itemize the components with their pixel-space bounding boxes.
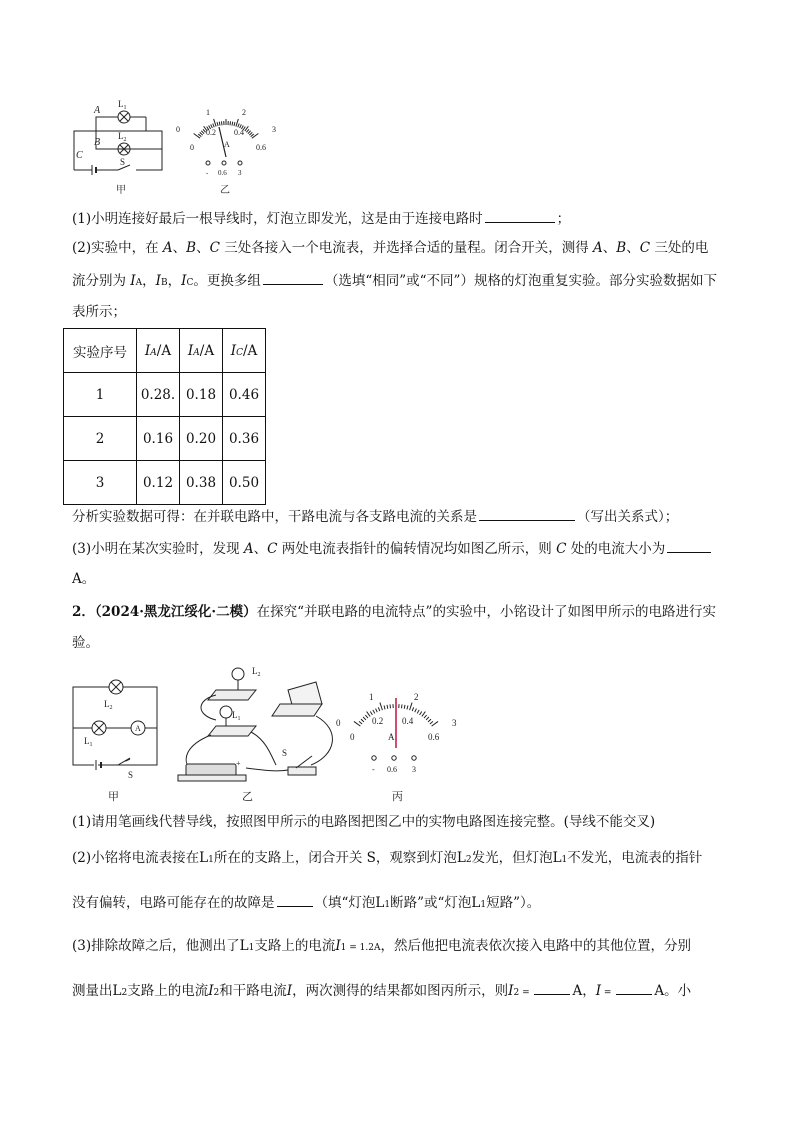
table-header-row: 实验序号 IA/A IA/A IC/A	[64, 329, 266, 373]
dial-tick	[246, 129, 249, 132]
dial-tick	[201, 131, 204, 134]
dial-tick	[380, 703, 382, 711]
caption-yi-1: 乙	[220, 185, 230, 196]
svg-text:2: 2	[414, 692, 419, 702]
dial-tick	[361, 719, 364, 722]
dial-tick	[428, 719, 431, 722]
dial-tick	[234, 122, 235, 126]
dial-tick	[404, 705, 405, 709]
answer-blank-7[interactable]	[616, 980, 652, 995]
dial-tick	[238, 124, 239, 128]
q1-analysis: 分析实验数据可得：在并联电路中，干路电流与各支路电流的关系是 （写出关系式）；	[72, 506, 732, 527]
q1-part2-line3: 表所示；	[72, 304, 126, 320]
svg-text:S: S	[128, 770, 134, 780]
q1-part2-line2: 流分别为 IA，IB，IC。更换多组 （选填“相同”或“不同”）规格的灯泡重复实验。部分实验数据如下	[72, 270, 732, 293]
table-row: 1 0.28. 0.18 0.46	[64, 373, 266, 417]
dial-tick	[410, 703, 412, 711]
dial-tick	[367, 712, 371, 717]
caption-yi-2: 乙	[242, 791, 253, 803]
dial-tick	[359, 721, 362, 724]
svg-text:L2: $L_2$	[118, 131, 127, 143]
q1-part1: (1)小明连接好最后一根导线时，灯泡立即发光，这是由于连接电路时 ；	[72, 208, 732, 229]
svg-text:1: 1	[369, 692, 374, 702]
dial-tick	[420, 711, 422, 714]
svg-text:A: A	[224, 140, 230, 149]
dial-tick	[370, 711, 372, 714]
answer-blank-4[interactable]	[667, 538, 711, 553]
dial-tick	[200, 132, 203, 135]
bulb-l2-icon	[232, 668, 244, 680]
svg-text:2: 2	[242, 108, 246, 117]
table-row: 3 0.12 0.38 0.50	[64, 461, 266, 505]
dial-tick	[249, 132, 252, 135]
answer-blank-3[interactable]	[479, 506, 575, 521]
label-c: C	[76, 150, 83, 161]
svg-text:L2: $L_2$	[104, 699, 113, 711]
caption-jia-1: 甲	[116, 185, 126, 196]
dial-tick	[365, 715, 368, 718]
svg-text:A: A	[388, 732, 395, 742]
svg-text:0: 0	[336, 718, 341, 728]
answer-blank-5[interactable]	[277, 892, 313, 907]
dial-tick	[422, 712, 426, 717]
svg-text:L1: $L_1$	[232, 710, 241, 722]
svg-text:3: 3	[272, 125, 276, 134]
q2-intro-line1: 2．（2024·黑龙江绥化·二模）在探究“并联电路的电流特点”的实验中，小铭设计了如图甲所示的电路进行实	[72, 604, 716, 620]
dial-tick	[217, 122, 218, 126]
svg-text:0.6: 0.6	[428, 732, 440, 742]
svg-text:A: A	[135, 724, 141, 733]
svg-text:-: -	[206, 169, 209, 177]
svg-text:L1: $L_1$	[84, 736, 93, 748]
physical-circuit	[178, 668, 332, 781]
answer-blank-6[interactable]	[534, 980, 570, 995]
dial-tick	[219, 122, 220, 126]
caption-jia-2: 甲	[108, 791, 119, 803]
caption-bing: 丙	[392, 791, 403, 803]
svg-text:0: 0	[350, 732, 355, 742]
svg-text:0: 0	[176, 125, 180, 134]
svg-text:-: -	[372, 765, 375, 774]
figure-1	[66, 95, 296, 205]
dial-tick	[424, 715, 427, 718]
dial-tick	[251, 134, 254, 137]
answer-blank-2[interactable]	[263, 270, 323, 285]
answer-blank-1[interactable]	[485, 208, 555, 223]
figure-2	[66, 660, 486, 805]
dial-tick	[198, 134, 201, 137]
q2-intro-line2: 验。	[72, 635, 99, 651]
q2-part2-line1: (2)小铭将电流表接在L1所在的支路上，闭合开关 S，观察到灯泡L2发光，但灯泡L1不发光，电流表的指针	[72, 850, 703, 866]
svg-text:0.4: 0.4	[402, 716, 414, 726]
svg-text:S: S	[282, 748, 288, 758]
svg-text:0.6: 0.6	[387, 765, 397, 774]
circuit-diagram-2	[73, 680, 157, 770]
dial-tick	[430, 721, 433, 724]
q2-part1: (1)请用笔画线代替导线，按照图甲所示的电路图把图乙中的实物电路图连接完整。(导线不能交叉)	[72, 814, 656, 830]
svg-text:3: 3	[452, 718, 457, 728]
bulb-l1-icon	[220, 706, 232, 718]
q2-part2-line2: 没有偏转，电路可能存在的故障是 （填“灯泡L1断路”或“灯泡L1短路”）。	[72, 892, 732, 915]
dial-tick	[387, 705, 388, 709]
dial-tick	[373, 710, 375, 714]
dial-tick	[213, 124, 214, 128]
q1-part3-line1: (3)小明在某次实验时，发现 A、C 两处电流表指针的偏转情况均如图乙所示，则 C 处的电流大小为	[72, 538, 732, 559]
dial-tick	[415, 709, 417, 713]
circuit-diagram-1	[74, 111, 162, 175]
ammeter-dial-1	[176, 108, 276, 196]
svg-text:3: 3	[412, 765, 416, 774]
svg-text:0.6: 0.6	[218, 169, 227, 177]
dial-tick	[363, 717, 366, 720]
dial-tick	[390, 704, 391, 708]
svg-text:1: 1	[206, 108, 210, 117]
dial-tick	[402, 704, 403, 708]
svg-text:0: 0	[190, 143, 194, 152]
dial-tick	[230, 121, 231, 125]
svg-text:0.2: 0.2	[372, 716, 384, 726]
q1-part3-line2: A。	[72, 571, 96, 587]
ammeter-dial-2	[336, 692, 457, 774]
dial-tick	[417, 710, 419, 714]
dial-tick	[412, 707, 413, 711]
dial-tick	[248, 131, 251, 134]
q1-part2-line1: (2)实验中，在 A、B、C 三处各接入一个电流表，并选择合适的量程。闭合开关，测得 A、B、C 三处的电	[72, 240, 709, 256]
label-a: A	[94, 105, 101, 116]
dial-tick	[221, 121, 222, 125]
q2-part3-line2: 测量出L2支路上的电流I2和干路电流I，两次测得的结果都如图丙所示，则I2 = A，I = A。小	[72, 980, 732, 1003]
svg-text:0.4: 0.4	[234, 128, 244, 137]
dial-tick	[426, 717, 429, 720]
svg-text:+: +	[236, 759, 241, 768]
q2-part3-line1: (3)排除故障之后，他测出了L1支路上的电流I1 = 1.2A，然后他把电流表依次接入电路中的其他位置，分别	[72, 938, 691, 954]
dial-tick	[378, 707, 379, 711]
switch-icon	[288, 767, 316, 775]
svg-text:S: S	[120, 157, 126, 167]
table-row: 2 0.16 0.20 0.36	[64, 417, 266, 461]
svg-text:0.2: 0.2	[206, 128, 216, 137]
svg-text:3: 3	[238, 169, 242, 177]
svg-text:L1: $L_1$	[118, 99, 127, 111]
dial-tick	[232, 122, 233, 126]
svg-text:L2: $L_2$	[252, 666, 261, 678]
dial-tick	[376, 709, 378, 713]
battery-icon	[186, 764, 236, 776]
label-b: B	[94, 137, 101, 148]
dial-tick	[407, 706, 408, 710]
svg-text:0.6: 0.6	[256, 143, 266, 152]
data-table	[63, 328, 266, 505]
dial-tick	[384, 706, 385, 710]
